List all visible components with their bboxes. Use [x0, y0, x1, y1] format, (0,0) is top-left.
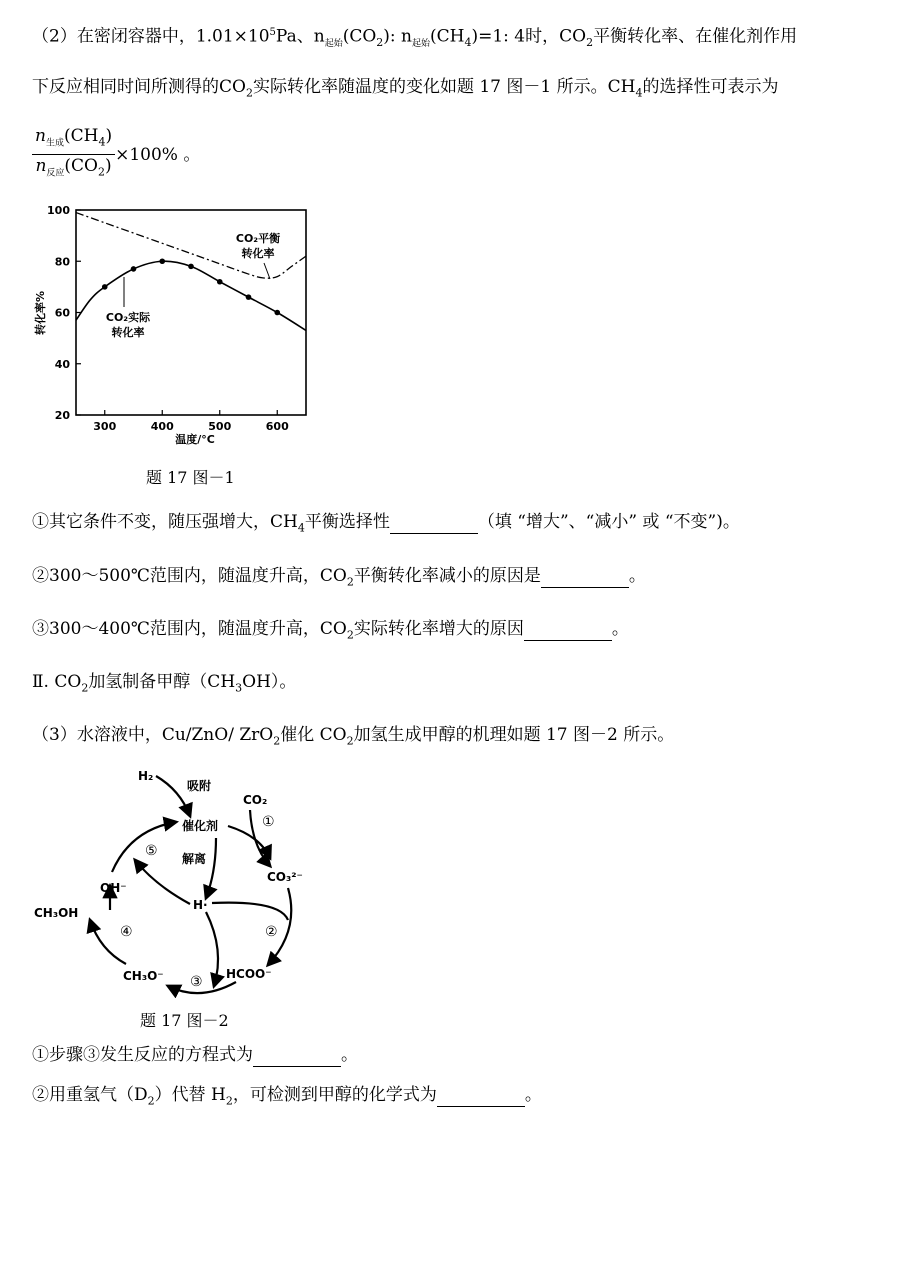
- h-to-ch3o-arrow: [206, 912, 218, 986]
- actual-point: [188, 264, 194, 270]
- question-text: ）代替 H: [154, 1085, 226, 1105]
- ch3oh-label: CH₃OH: [34, 906, 79, 920]
- subscript: 生成: [45, 138, 64, 149]
- act-series-label: CO₂实际: [105, 311, 151, 324]
- catalyst-to-co3-arrow: [228, 826, 270, 858]
- subscript: 2: [346, 628, 354, 642]
- eq-series-label: 转化率: [241, 247, 275, 260]
- catalyst-label: 催化剂: [182, 819, 219, 833]
- y-axis-label: 转化率%: [34, 290, 47, 336]
- question-text: 加氢生成甲醇的机理如题 17 图－2 所示。: [353, 725, 675, 745]
- x-tick-label: 300: [93, 420, 117, 433]
- question-text: 实际转化率增大的原因: [353, 619, 524, 639]
- question-text: 平衡转化率减小的原因是: [353, 566, 541, 586]
- question-text: ①其它条件不变，随压强增大，CH: [32, 512, 298, 532]
- dissociate-label: 解离: [182, 852, 207, 866]
- answer-blank[interactable]: [437, 1084, 525, 1107]
- y-tick-label: 40: [54, 357, 70, 371]
- subscript: 4: [635, 86, 643, 100]
- subscript: 2: [586, 36, 594, 50]
- question-text: ③300～400℃范围内，随温度升高，CO: [32, 619, 347, 639]
- formula-fraction: [32, 126, 115, 184]
- intro-text: （2）在密闭容器中，1.01×10: [32, 26, 270, 47]
- subscript: 2: [225, 1094, 233, 1108]
- step-1-label: ①: [262, 814, 275, 830]
- section-2-heading: [32, 671, 296, 699]
- intro-text: 下反应相同时间所测得的CO: [32, 77, 246, 97]
- question-text: 平衡选择性: [304, 512, 390, 532]
- subscript: 3: [235, 681, 243, 695]
- question-text: 。: [341, 1045, 358, 1065]
- hcoo-label: HCOO⁻: [226, 967, 272, 981]
- conversion-chart: [30, 195, 350, 495]
- question-text: 。: [524, 1085, 542, 1105]
- h-to-oh-arrow: [135, 860, 190, 904]
- formula-denominator: [32, 155, 115, 183]
- exponent: 5: [269, 27, 276, 38]
- x-tick-label: 400: [150, 420, 174, 433]
- subscript: 4: [297, 521, 305, 535]
- x-tick-label: 500: [208, 420, 232, 433]
- mechanism-diagram: [30, 760, 330, 1010]
- intro-line-1: [32, 22, 797, 55]
- subscript: 起始: [412, 39, 431, 50]
- selectivity-formula: [32, 126, 200, 184]
- intro-text: (CO: [342, 26, 377, 47]
- subscript: 2: [147, 1094, 155, 1108]
- eq-series-label: CO₂平衡: [235, 232, 281, 245]
- adsorb-label: 吸附: [187, 779, 212, 793]
- question-text: ①步骤③发生反应的方程式为: [32, 1045, 253, 1065]
- question-text: 催化 CO: [280, 725, 347, 745]
- actual-point: [159, 258, 165, 264]
- intro-text: Pa、n: [275, 26, 325, 47]
- y-tick-label: 60: [54, 306, 70, 320]
- act-series-label: 转化率: [111, 326, 145, 339]
- h-to-hcoo-arrow: [212, 903, 288, 920]
- formula-text: (CO: [64, 156, 98, 177]
- ch3o-label: CH₃O⁻: [123, 969, 164, 983]
- question-2-1: [32, 511, 740, 539]
- n-symbol: n: [35, 126, 46, 146]
- question-3-2: [32, 1084, 542, 1112]
- formula-numerator: [32, 126, 115, 155]
- intro-text: )=1: 4时，CO: [471, 26, 587, 47]
- co2-label: CO₂: [243, 793, 268, 807]
- subscript: 2: [81, 681, 89, 695]
- question-2-3: [32, 618, 629, 646]
- actual-point: [131, 266, 137, 272]
- actual-point: [246, 294, 252, 300]
- co3-label: CO₃²⁻: [267, 870, 303, 884]
- intro-text: 实际转化率随温度的变化如题 17 图－1 所示。CH: [252, 77, 636, 97]
- n-symbol: n: [35, 156, 47, 177]
- subscript: 4: [98, 135, 106, 149]
- question-text: （填 “增大”、“减小” 或 “不变”)。: [477, 512, 740, 532]
- step-5-arrow: [112, 822, 176, 872]
- subscript: 2: [346, 575, 354, 589]
- subscript: 2: [245, 86, 253, 100]
- question-text: ②用重氢气（D: [32, 1085, 148, 1105]
- subscript: 反应: [46, 168, 65, 179]
- question-text: ，可检测到甲醇的化学式为: [232, 1085, 437, 1105]
- h-radical-label: H·: [193, 898, 208, 912]
- question-text: 。: [611, 619, 629, 639]
- dissociate-arrow: [206, 838, 216, 898]
- question-2-2: [32, 565, 646, 593]
- question-3-intro: [32, 724, 674, 752]
- x-axis-label: 温度/°C: [175, 433, 215, 446]
- formula-text: ): [104, 156, 112, 177]
- step-3-label: ③: [190, 974, 203, 990]
- subscript: 2: [346, 734, 354, 748]
- subscript: 2: [376, 36, 384, 50]
- intro-text: 平衡转化率、在催化剂作用: [593, 26, 798, 47]
- actual-point: [102, 284, 108, 290]
- question-text: （3）水溶液中，Cu/ZnO/ ZrO: [32, 725, 274, 745]
- question-text: 。: [628, 566, 646, 586]
- subscript: 2: [97, 165, 105, 179]
- actual-point: [274, 310, 280, 316]
- subscript: 4: [464, 36, 472, 50]
- intro-text: (CH: [430, 26, 465, 47]
- step-2-label: ②: [265, 924, 278, 940]
- figure-2-caption: 题 17 图－2: [140, 1011, 229, 1030]
- oh-label: OH⁻: [100, 881, 127, 895]
- figure-1-caption: 题 17 图－1: [146, 468, 235, 487]
- h2-label: H₂: [138, 769, 154, 783]
- section-text: OH）。: [242, 672, 297, 692]
- actual-point: [217, 279, 223, 285]
- formula-text: ): [105, 126, 113, 146]
- question-text: ②300～500℃范围内，随温度升高，CO: [32, 566, 347, 586]
- intro-line-2: [32, 76, 778, 104]
- step-5-label: ⑤: [145, 843, 158, 859]
- eq-label-leader: [264, 263, 270, 279]
- intro-text: 的选择性可表示为: [642, 77, 779, 97]
- y-tick-label: 20: [54, 409, 70, 422]
- answer-blank[interactable]: [253, 1044, 341, 1067]
- section-text: 加氢制备甲醇（CH: [88, 672, 236, 692]
- answer-blank[interactable]: [541, 565, 629, 588]
- x-tick-label: 600: [265, 420, 289, 433]
- y-tick-label: 100: [47, 204, 70, 217]
- y-tick-label: 80: [54, 255, 70, 269]
- subscript: 起始: [324, 39, 343, 50]
- actual-conversion-markers: [102, 258, 280, 315]
- formula-text: (CH: [63, 126, 99, 146]
- section-text: Ⅱ. CO: [32, 672, 82, 692]
- adsorb-arrow: [156, 776, 190, 816]
- subscript: 2: [273, 734, 281, 748]
- question-3-1: [32, 1044, 358, 1067]
- answer-blank[interactable]: [390, 511, 478, 534]
- x-axis-ticks: [93, 410, 289, 433]
- answer-blank[interactable]: [524, 618, 612, 641]
- intro-text: ): n: [383, 26, 412, 47]
- step-4-label: ④: [120, 924, 133, 940]
- formula-tail: ×100% 。: [115, 144, 201, 165]
